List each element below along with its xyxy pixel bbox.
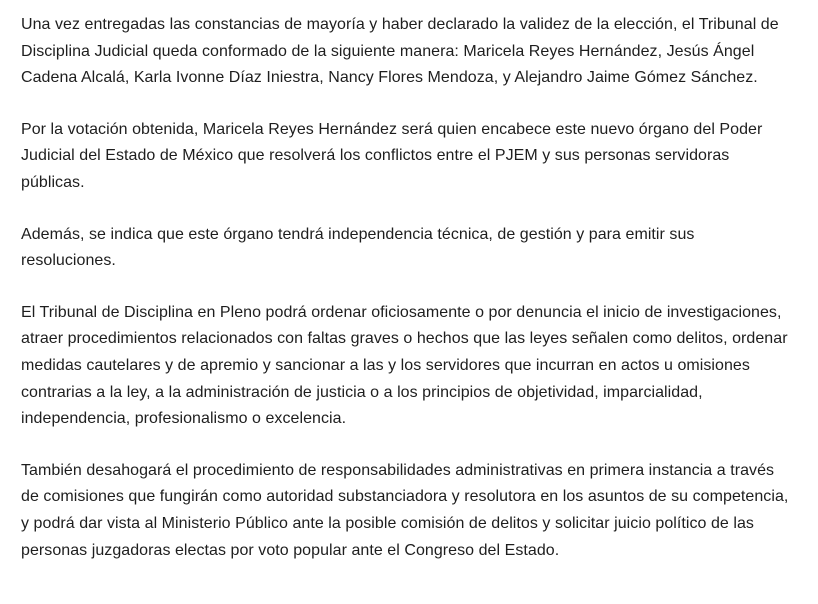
article-body bbox=[21, 12, 793, 589]
paragraph-plenary-powers: El Tribunal de Disciplina en Pleno podrá ordenar oficiosamente o por denuncia el inicio de investigaciones, atraer procedimientos relacionados con faltas graves o hechos que las leyes señalen como delitos, ordenar medidas cautelares y de apremio y sancionar a las y los servidores que incurran en actos u omisiones contrarias a la ley, a la administración de justicia o a los principios de objetividad, imparcialidad, independencia, profesionalismo o excelencia. bbox=[21, 303, 788, 428]
paragraph-independence: Además, se indica que este órgano tendrá independencia técnica, de gestión y para emitir sus resoluciones. bbox=[21, 225, 695, 270]
paragraph-tribunal-members: Una vez entregadas las constancias de mayoría y haber declarado la validez de la elección, el Tribunal de Disciplina Judicial queda conformado de la siguiente manera: Maricela Reyes Hernández, Jesús Ángel Cadena Alcalá, Karla Ivonne Díaz Iniestra, Nancy Flores Mendoza, y Alejandro Jaime Gómez Sánchez. bbox=[21, 16, 779, 87]
paragraph-president: Por la votación obtenida, Maricela Reyes Hernández será quien encabece este nuevo órgano del Poder Judicial del Estado de México que resolverá los conflictos entre el PJEM y sus personas servidoras públicas. bbox=[21, 120, 763, 191]
paragraph-administrative-procedures: También desahogará el procedimiento de responsabilidades administrativas en primera instancia a través de comisiones que fungirán como autoridad substanciadora y resolutora en los asuntos de su competencia, y podrá dar vista al Ministerio Público ante la posible comisión de delitos y solicitar juicio político de las personas juzgadoras electas por voto popular ante el Congreso del Estado. bbox=[21, 461, 789, 559]
